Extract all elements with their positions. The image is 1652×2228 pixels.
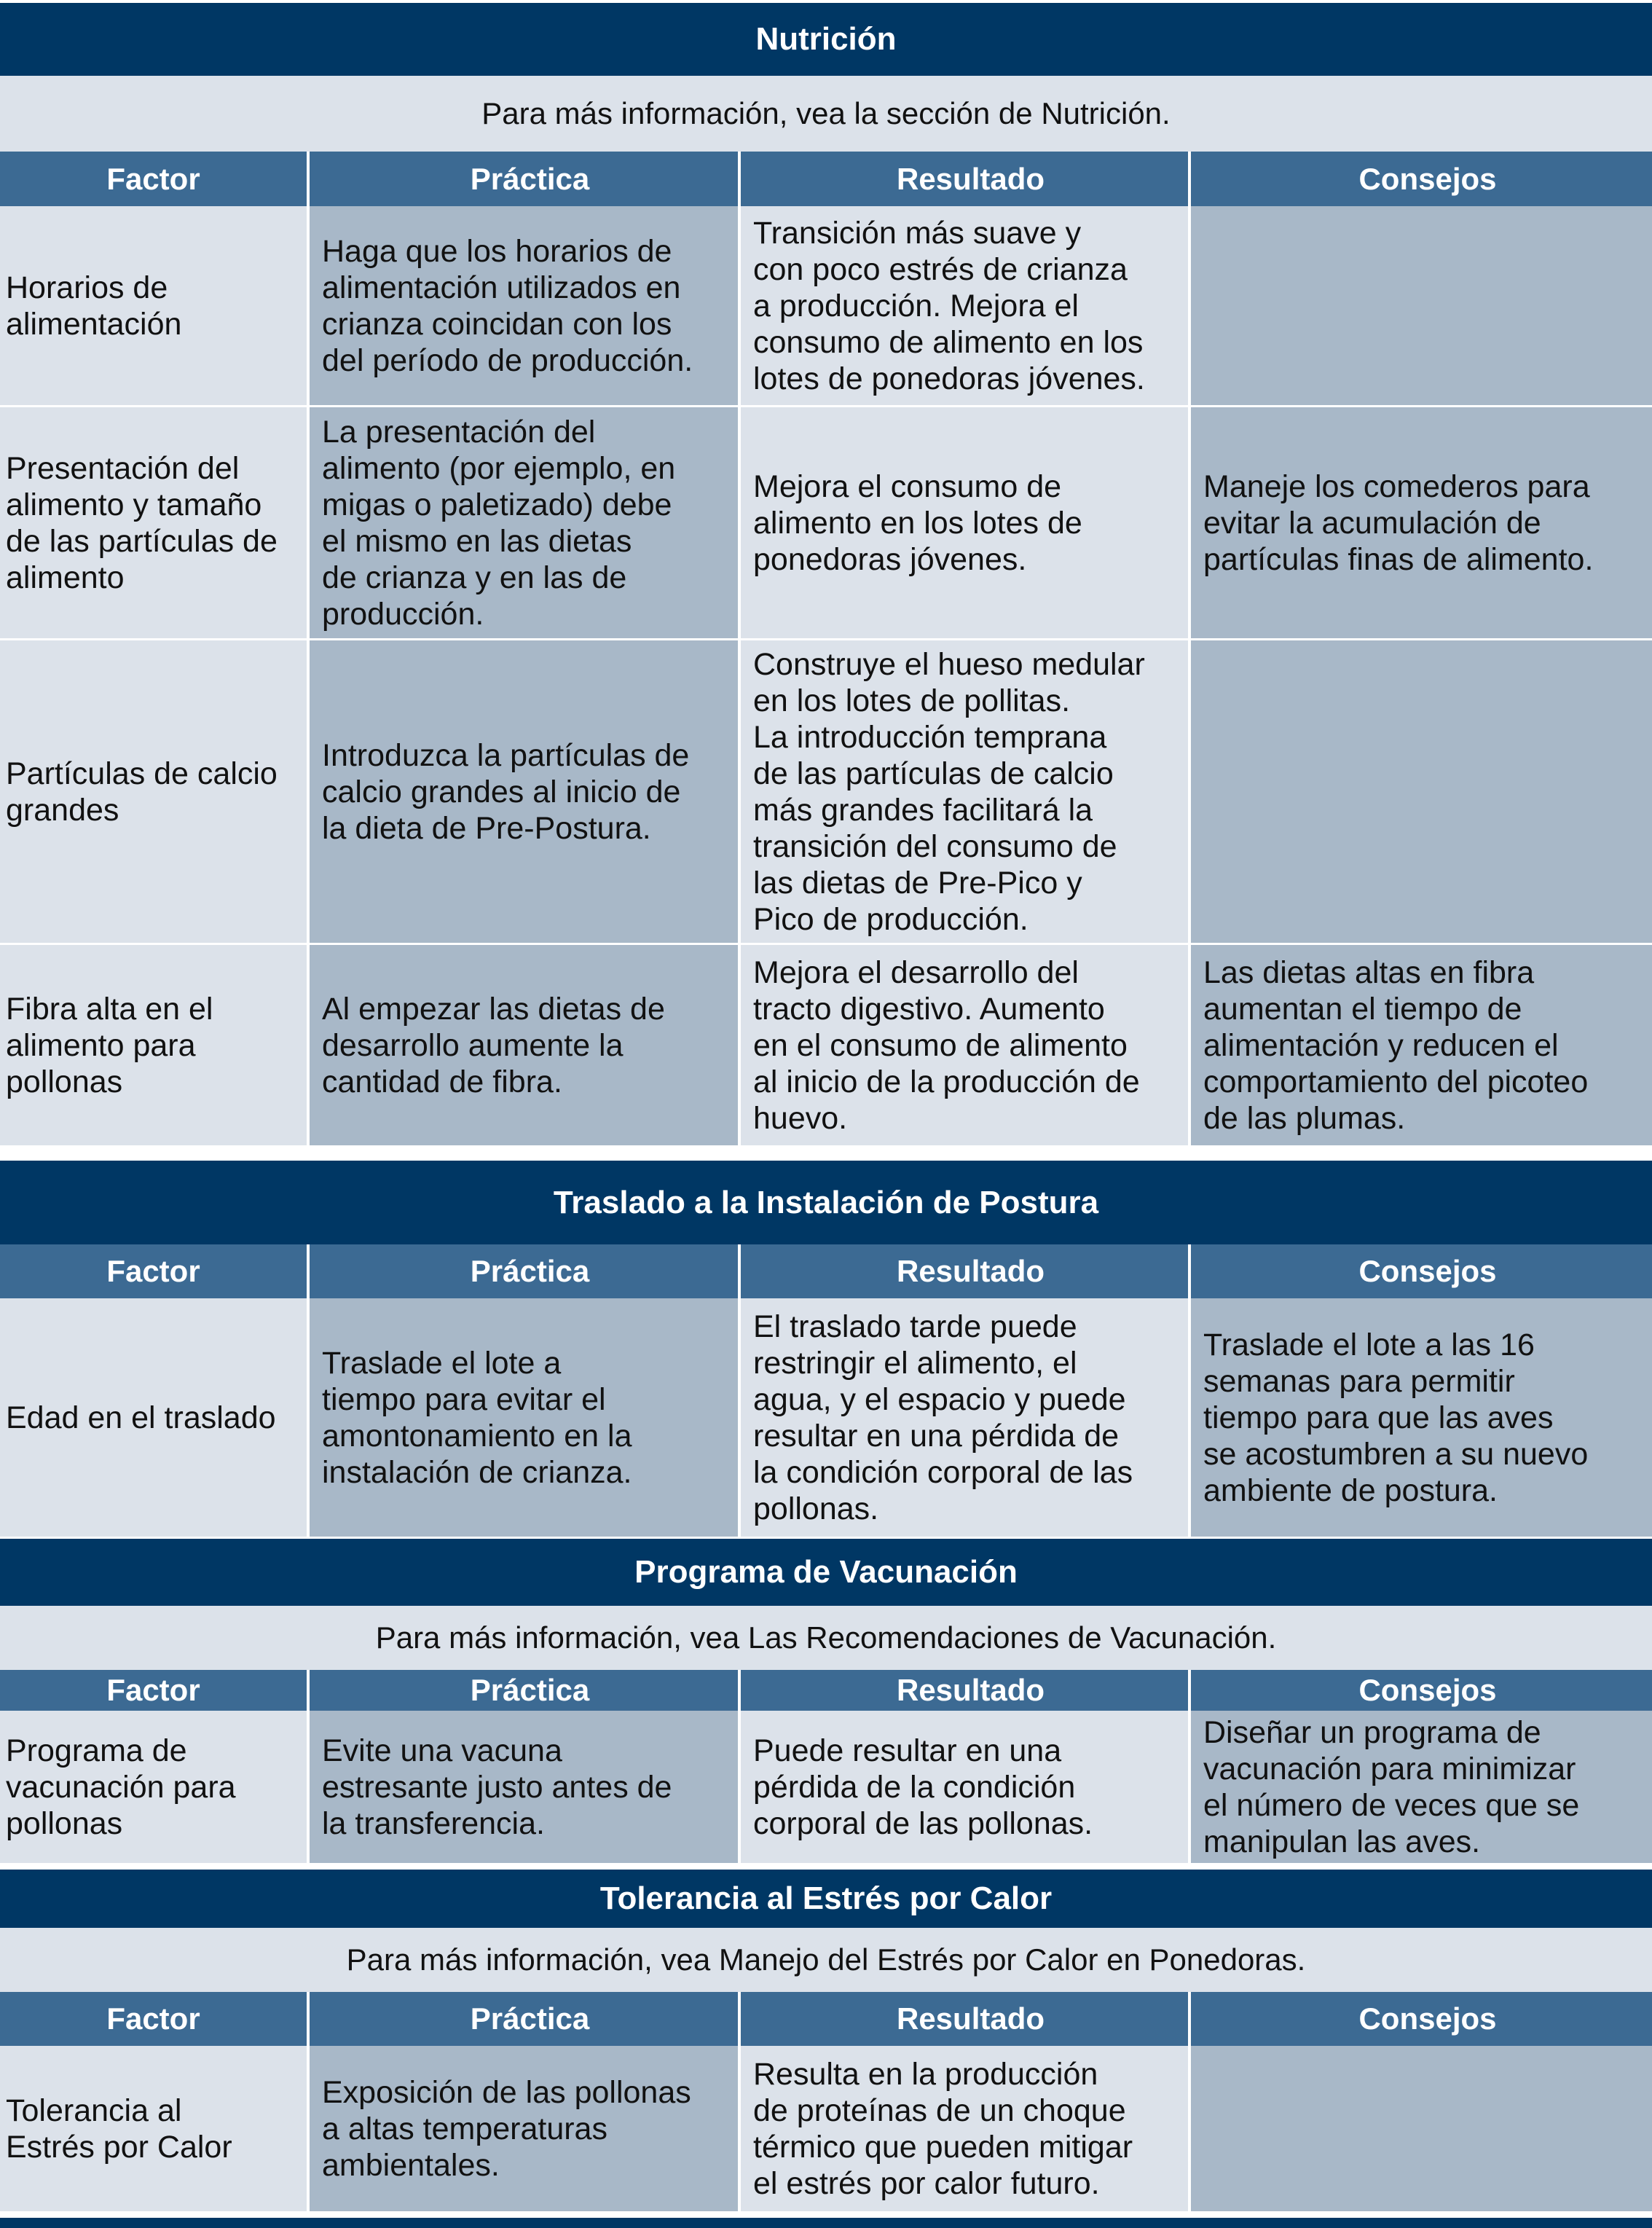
table-row xyxy=(0,407,1652,640)
table-header xyxy=(0,152,1652,206)
header-practica: Práctica xyxy=(310,152,741,206)
header-consejos: Consejos xyxy=(1191,152,1652,206)
bottom-bar xyxy=(0,2218,1652,2228)
cell-factor: Tolerancia al Estrés por Calor xyxy=(6,2092,232,2165)
table-row xyxy=(0,640,1652,945)
section-info: Para más información, vea Las Recomendaciones de Vacunación. xyxy=(0,1606,1652,1670)
cell-consejos: Diseñar un programa de vacunación para minimizar el número de veces que se manipulan las aves. xyxy=(1203,1714,1580,1859)
cell-resultado: Transición más suave y con poco estrés de crianza a producción. Mejora el consumo de alimento en los lotes de ponedoras jóvenes. xyxy=(753,215,1145,396)
cell-resultado: El traslado tarde puede restringir el alimento, el agua, y el espacio y puede resultar en una pérdida de la condición corporal de las pollonas. xyxy=(753,1309,1133,1526)
header-resultado: Resultado xyxy=(741,152,1191,206)
header-factor: Factor xyxy=(0,152,310,206)
table-header xyxy=(0,1244,1652,1298)
cell-practica: Evite una vacuna estresante justo antes de la transferencia. xyxy=(322,1733,672,1841)
header-resultado: Resultado xyxy=(741,1992,1191,2046)
section-info: Para más información, vea la sección de Nutrición. xyxy=(0,76,1652,152)
cell-factor: Edad en el traslado xyxy=(6,1400,276,1435)
cell-resultado: Mejora el desarrollo del tracto digestivo. Aumento en el consumo de alimento al inicio de la producción de huevo. xyxy=(753,954,1140,1136)
header-consejos: Consejos xyxy=(1191,1244,1652,1298)
header-consejos: Consejos xyxy=(1191,1992,1652,2046)
cell-consejos: Traslade el lote a las 16 semanas para permitir tiempo para que las aves se acostumbren a su nuevo ambiente de postura. xyxy=(1203,1327,1589,1508)
cell-practica: Traslade el lote a tiempo para evitar el amontonamiento en la instalación de crianza. xyxy=(322,1345,632,1490)
cell-consejos: Maneje los comederos para evitar la acumulación de partículas finas de alimento. xyxy=(1203,468,1594,577)
cell-consejos: Las dietas altas en fibra aumentan el tiempo de alimentación y reducen el comportamiento del picoteo de las plumas. xyxy=(1203,954,1589,1136)
cell-resultado: Construye el hueso medular en los lotes de pollitas. La introducción temprana de las partículas de calcio más grandes facilitará la transición del consumo de las dietas de Pre-Pico y Pico de producción. xyxy=(753,646,1145,937)
section-nutricion xyxy=(0,3,1652,1148)
cell-resultado: Puede resultar en una pérdida de la condición corporal de las pollonas. xyxy=(753,1733,1093,1841)
cell-factor: Programa de vacunación para pollonas xyxy=(6,1733,236,1841)
section-title: Programa de Vacunación xyxy=(0,1539,1652,1606)
cell-practica: Exposición de las pollonas a altas temperaturas ambientales. xyxy=(322,2074,691,2183)
header-resultado: Resultado xyxy=(741,1244,1191,1298)
section-vacunacion xyxy=(0,1539,1652,1865)
table-header xyxy=(0,1670,1652,1711)
cell-factor: Partículas de calcio grandes xyxy=(6,756,278,828)
header-factor: Factor xyxy=(0,1244,310,1298)
header-practica: Práctica xyxy=(310,1244,741,1298)
table-header xyxy=(0,1992,1652,2046)
cell-resultado: Resulta en la producción de proteínas de un choque térmico que pueden mitigar el estrés por calor futuro. xyxy=(753,2056,1133,2201)
table-row xyxy=(0,2046,1652,2213)
header-factor: Factor xyxy=(0,1670,310,1711)
section-title: Traslado a la Instalación de Postura xyxy=(0,1161,1652,1244)
header-practica: Práctica xyxy=(310,1670,741,1711)
cell-practica: La presentación del alimento (por ejemplo, en migas o paletizado) debe el mismo en las dietas de crianza y en las de producción. xyxy=(322,414,676,632)
cell-practica: Introduzca la partículas de calcio grandes al inicio de la dieta de Pre-Postura. xyxy=(322,737,690,846)
section-title: Nutrición xyxy=(0,3,1652,76)
header-factor: Factor xyxy=(0,1992,310,2046)
cell-practica: Haga que los horarios de alimentación utilizados en crianza coincidan con los del período de producción. xyxy=(322,233,693,378)
section-title: Tolerancia al Estrés por Calor xyxy=(0,1870,1652,1928)
table-row xyxy=(0,1711,1652,1865)
section-calor xyxy=(0,1870,1652,2213)
cell-factor: Presentación del alimento y tamaño de las partículas de alimento xyxy=(6,450,278,595)
cell-resultado: Mejora el consumo de alimento en los lotes de ponedoras jóvenes. xyxy=(753,468,1082,577)
table-row xyxy=(0,945,1652,1148)
section-info: Para más información, vea Manejo del Estrés por Calor en Ponedoras. xyxy=(0,1928,1652,1992)
table-row xyxy=(0,1298,1652,1539)
cell-factor: Fibra alta en el alimento para pollonas xyxy=(6,991,213,1099)
table-row xyxy=(0,206,1652,407)
cell-factor: Horarios de alimentación xyxy=(6,270,182,342)
cell-practica: Al empezar las dietas de desarrollo aumente la cantidad de fibra. xyxy=(322,991,665,1099)
section-traslado xyxy=(0,1161,1652,1539)
header-consejos: Consejos xyxy=(1191,1670,1652,1711)
header-resultado: Resultado xyxy=(741,1670,1191,1711)
header-practica: Práctica xyxy=(310,1992,741,2046)
